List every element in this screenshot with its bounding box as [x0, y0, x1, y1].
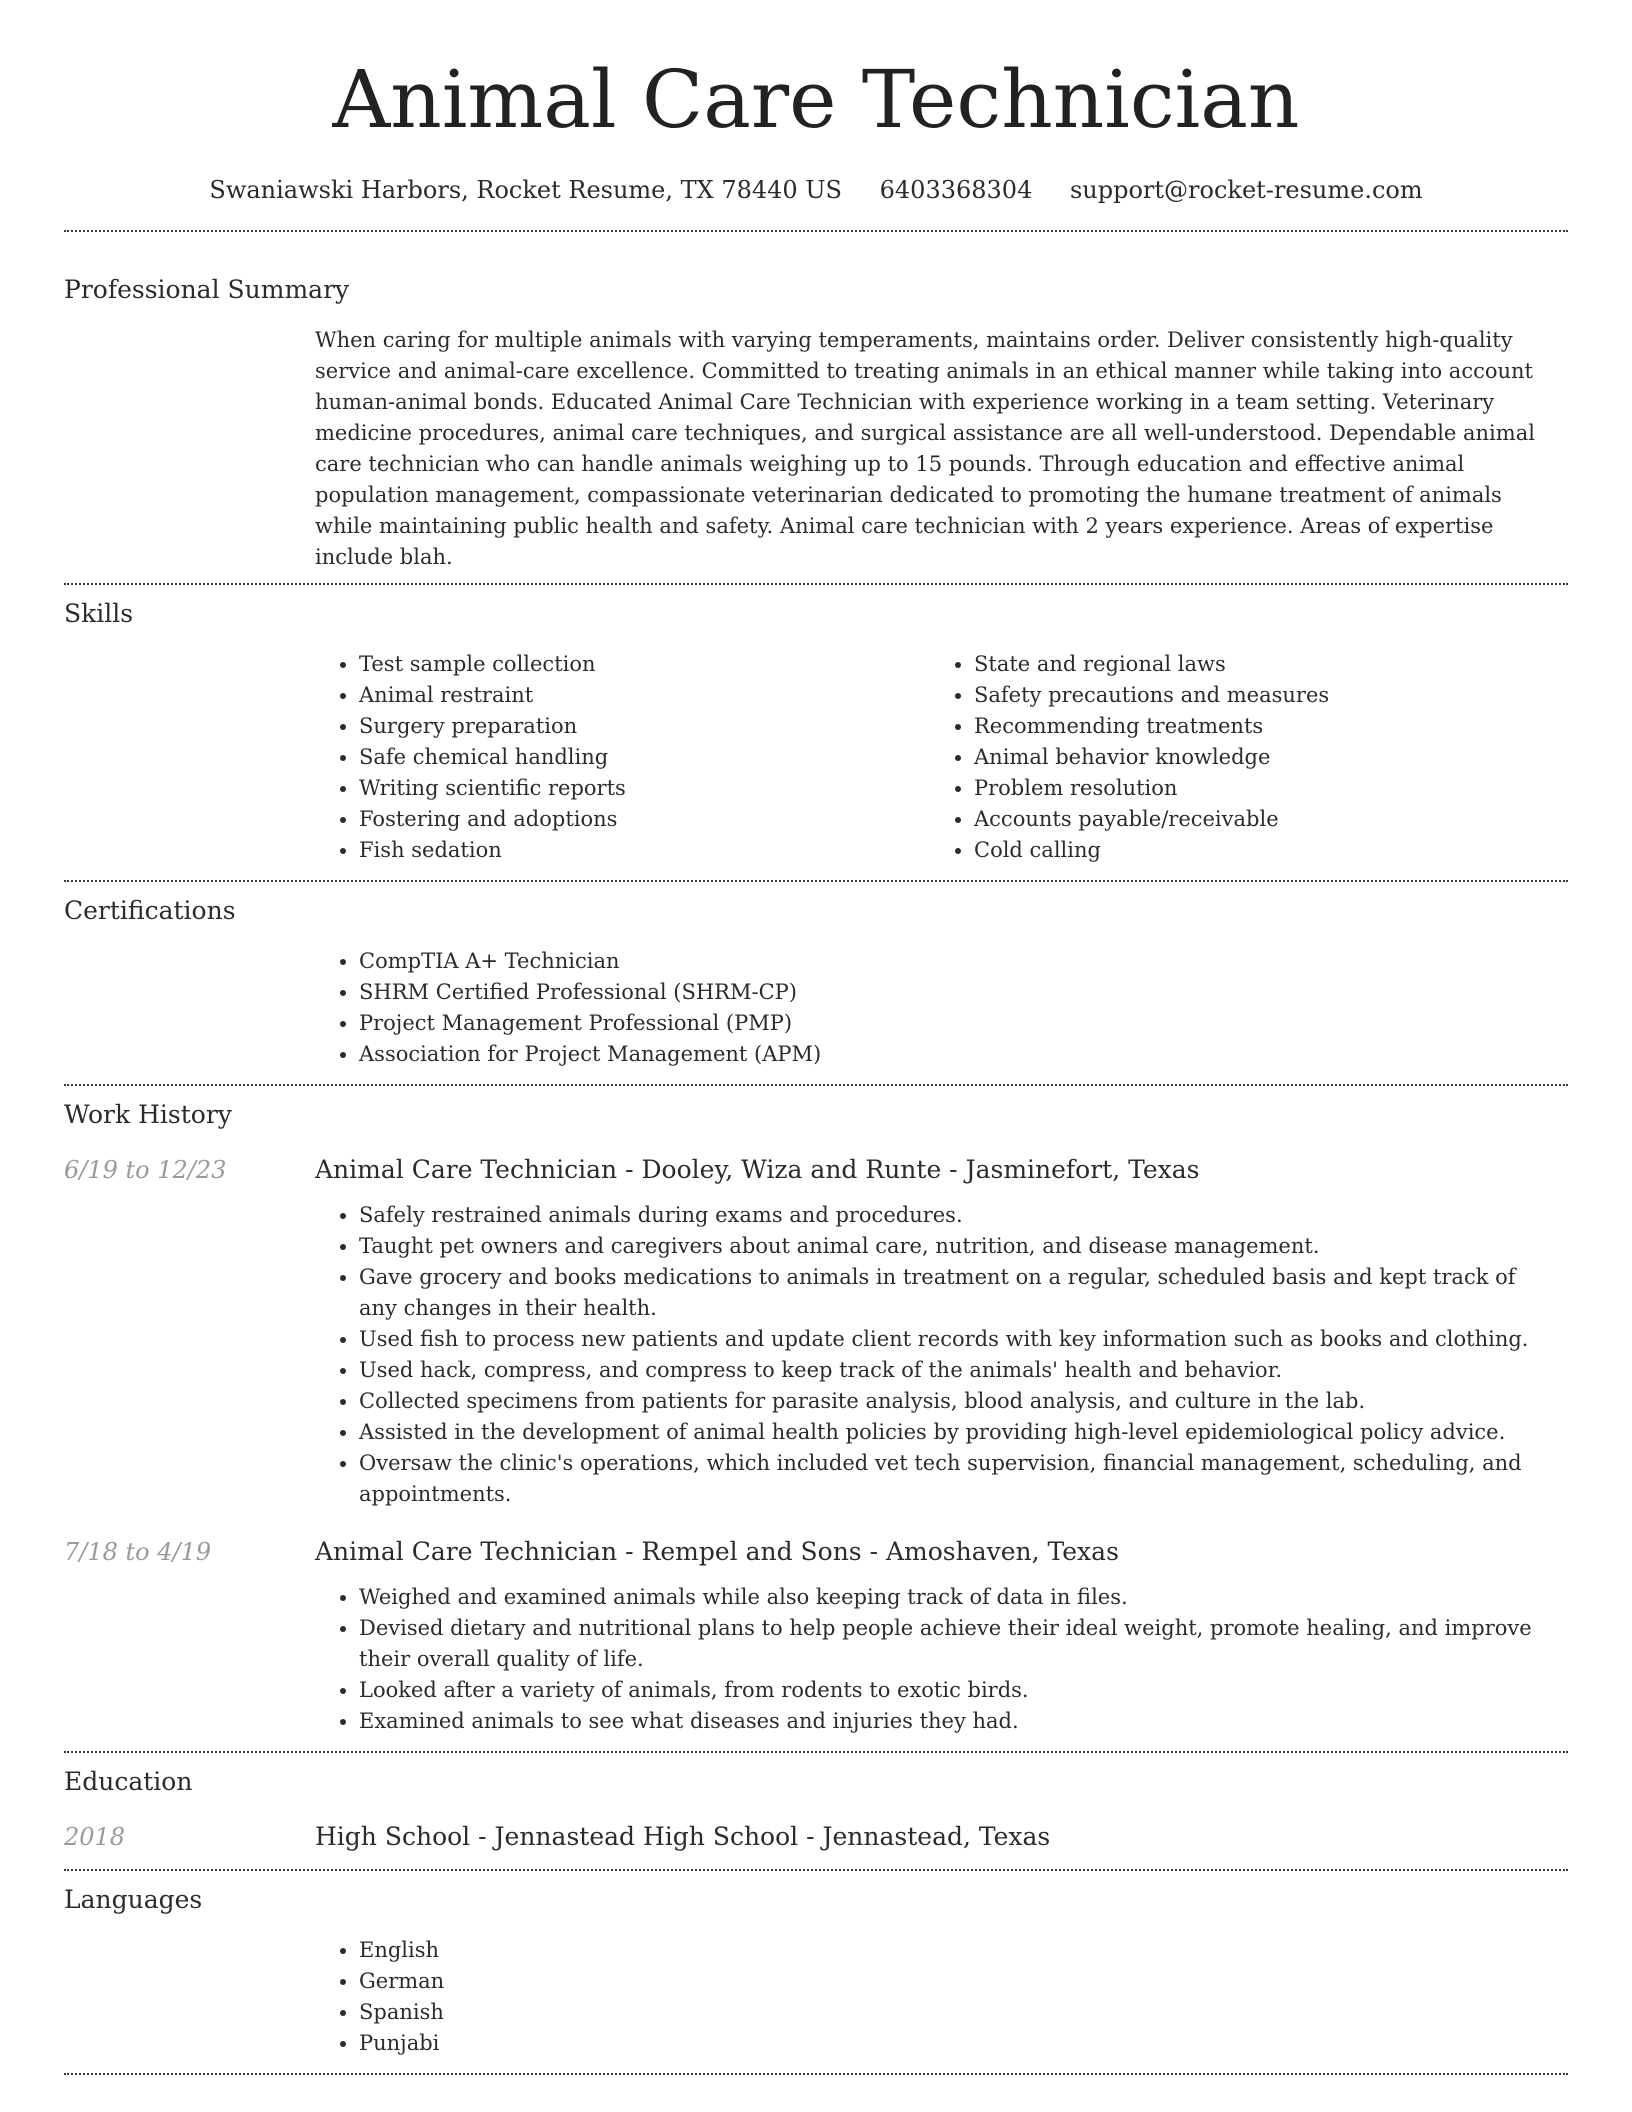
job-bullet: • Devised dietary and nutritional plans to help people achieve their ideal weight, promote healing, and improve their overall quality of life.: [359, 1613, 1559, 1675]
job-bullet: • Collected specimens from patients for parasite analysis, blood analysis, and culture in the lab.: [359, 1386, 1559, 1417]
skill-item: • Fostering and adoptions: [359, 804, 930, 835]
education-heading: High School - Jennastead High School - Jennastead, Texas: [315, 1822, 1051, 1851]
certification-item: • SHRM Certified Professional (SHRM-CP): [359, 977, 1568, 1008]
job-bullet: • Assisted in the development of animal health policies by providing high-level epidemiological policy advice.: [359, 1417, 1559, 1448]
job-entry: [64, 1534, 1568, 1737]
contact-email: support@rocket-resume.com: [1069, 176, 1423, 204]
skills-grid: [315, 649, 1568, 866]
job-bullet: • Safely restrained animals during exams and procedures.: [359, 1200, 1559, 1231]
language-item: • Punjabi: [359, 2028, 1568, 2059]
section-divider: [64, 583, 1568, 585]
job-dates: 7/18 to 4/19: [64, 1538, 212, 1566]
section-divider: [64, 230, 1568, 232]
skill-item: • Problem resolution: [974, 773, 1545, 804]
languages-title: Languages: [64, 1885, 203, 1914]
skill-item: • Cold calling: [974, 835, 1545, 866]
education-entry: [64, 1819, 1568, 1855]
section-divider: [64, 880, 1568, 882]
job-bullet: • Oversaw the clinic's operations, which included vet tech supervision, financial management, scheduling, and appointments.: [359, 1448, 1559, 1510]
skill-item: • Safe chemical handling: [359, 742, 930, 773]
job-bullet: • Used hack, compress, and compress to keep track of the animals' health and behavior.: [359, 1355, 1559, 1386]
job-entry: [64, 1152, 1568, 1510]
job-header: [64, 1534, 1568, 1570]
skills-title: Skills: [64, 599, 134, 628]
skill-item: • Animal restraint: [359, 680, 930, 711]
skill-item: • Writing scientific reports: [359, 773, 930, 804]
work-history-title: Work History: [64, 1100, 232, 1129]
job-bullet: • Examined animals to see what diseases and injuries they had.: [359, 1706, 1559, 1737]
skills-section: [64, 596, 1568, 866]
skill-item: • Animal behavior knowledge: [974, 742, 1545, 773]
language-item: • Spanish: [359, 1997, 1568, 2028]
languages-section: [64, 1882, 1568, 2059]
resume-page: [64, 0, 1568, 2075]
job-bullet: • Gave grocery and books medications to animals in treatment on a regular, scheduled basis and kept track of any changes in their health.: [359, 1262, 1559, 1324]
skill-item: • Fish sedation: [359, 835, 930, 866]
skills-column-right: [930, 649, 1545, 866]
languages-body: [315, 1935, 1568, 2059]
job-heading: Animal Care Technician - Dooley, Wiza and Runte - Jasminefort, Texas: [315, 1155, 1200, 1184]
work-history-section: [64, 1097, 1568, 1737]
section-divider: [64, 1084, 1568, 1086]
section-divider: [64, 1869, 1568, 1871]
section-divider: [64, 2073, 1568, 2075]
job-bullet: • Taught pet owners and caregivers about animal care, nutrition, and disease management.: [359, 1231, 1559, 1262]
job-bullets: [315, 1582, 1568, 1737]
job-header: [64, 1152, 1568, 1188]
contact-address: Swaniawski Harbors, Rocket Resume, TX 78440 US: [209, 176, 842, 204]
section-divider: [64, 1751, 1568, 1753]
job-bullet: • Used fish to process new patients and update client records with key information such as books and clothing.: [359, 1324, 1559, 1355]
summary-title: Professional Summary: [64, 275, 350, 304]
skills-column-left: [315, 649, 930, 866]
certification-item: • CompTIA A+ Technician: [359, 946, 1568, 977]
skill-item: • State and regional laws: [974, 649, 1545, 680]
summary-text: When caring for multiple animals with varying temperaments, maintains order. Deliver consistently high-quality service and animal-care excellence. Committed to treating animals in an ethical manner while taking into account human-animal bonds. Educated Animal Care Technician with experience working in a team setting. Veterinary medicine procedures, animal care techniques, and surgical assistance are all well-understood. Dependable animal care technician who can handle animals weighing up to 15 pounds. Through education and effective animal population management, compassionate veterinarian dedicated to promoting the humane treatment of animals while maintaining public health and safety. Animal care technician with 2 years experience. Areas of expertise include blah.: [315, 328, 1535, 569]
contact-phone: 6403368304: [879, 176, 1033, 204]
certification-item: • Project Management Professional (PMP): [359, 1008, 1568, 1039]
language-item: • English: [359, 1935, 1568, 1966]
education-title: Education: [64, 1767, 193, 1796]
certifications-section: [64, 893, 1568, 1070]
certifications-body: [315, 946, 1568, 1070]
job-heading: Animal Care Technician - Rempel and Sons - Amoshaven, Texas: [315, 1537, 1119, 1566]
language-item: • German: [359, 1966, 1568, 1997]
skill-item: • Accounts payable/receivable: [974, 804, 1545, 835]
education-section: [64, 1764, 1568, 1855]
resume-name: Animal Care Technician: [332, 53, 1300, 146]
job-dates: 6/19 to 12/23: [64, 1156, 227, 1184]
job-bullets: [315, 1200, 1568, 1510]
summary-section: [64, 272, 1568, 573]
skill-item: • Surgery preparation: [359, 711, 930, 742]
education-year: 2018: [64, 1823, 126, 1851]
skill-item: • Recommending treatments: [974, 711, 1545, 742]
job-bullet: • Looked after a variety of animals, from rodents to exotic birds.: [359, 1675, 1559, 1706]
summary-body: [315, 325, 1568, 573]
certifications-title: Certifications: [64, 896, 236, 925]
skill-item: • Test sample collection: [359, 649, 930, 680]
contact-line: [64, 170, 1568, 210]
job-bullet: • Weighed and examined animals while also keeping track of data in files.: [359, 1582, 1559, 1613]
skill-item: • Safety precautions and measures: [974, 680, 1545, 711]
certification-item: • Association for Project Management (APM): [359, 1039, 1568, 1070]
